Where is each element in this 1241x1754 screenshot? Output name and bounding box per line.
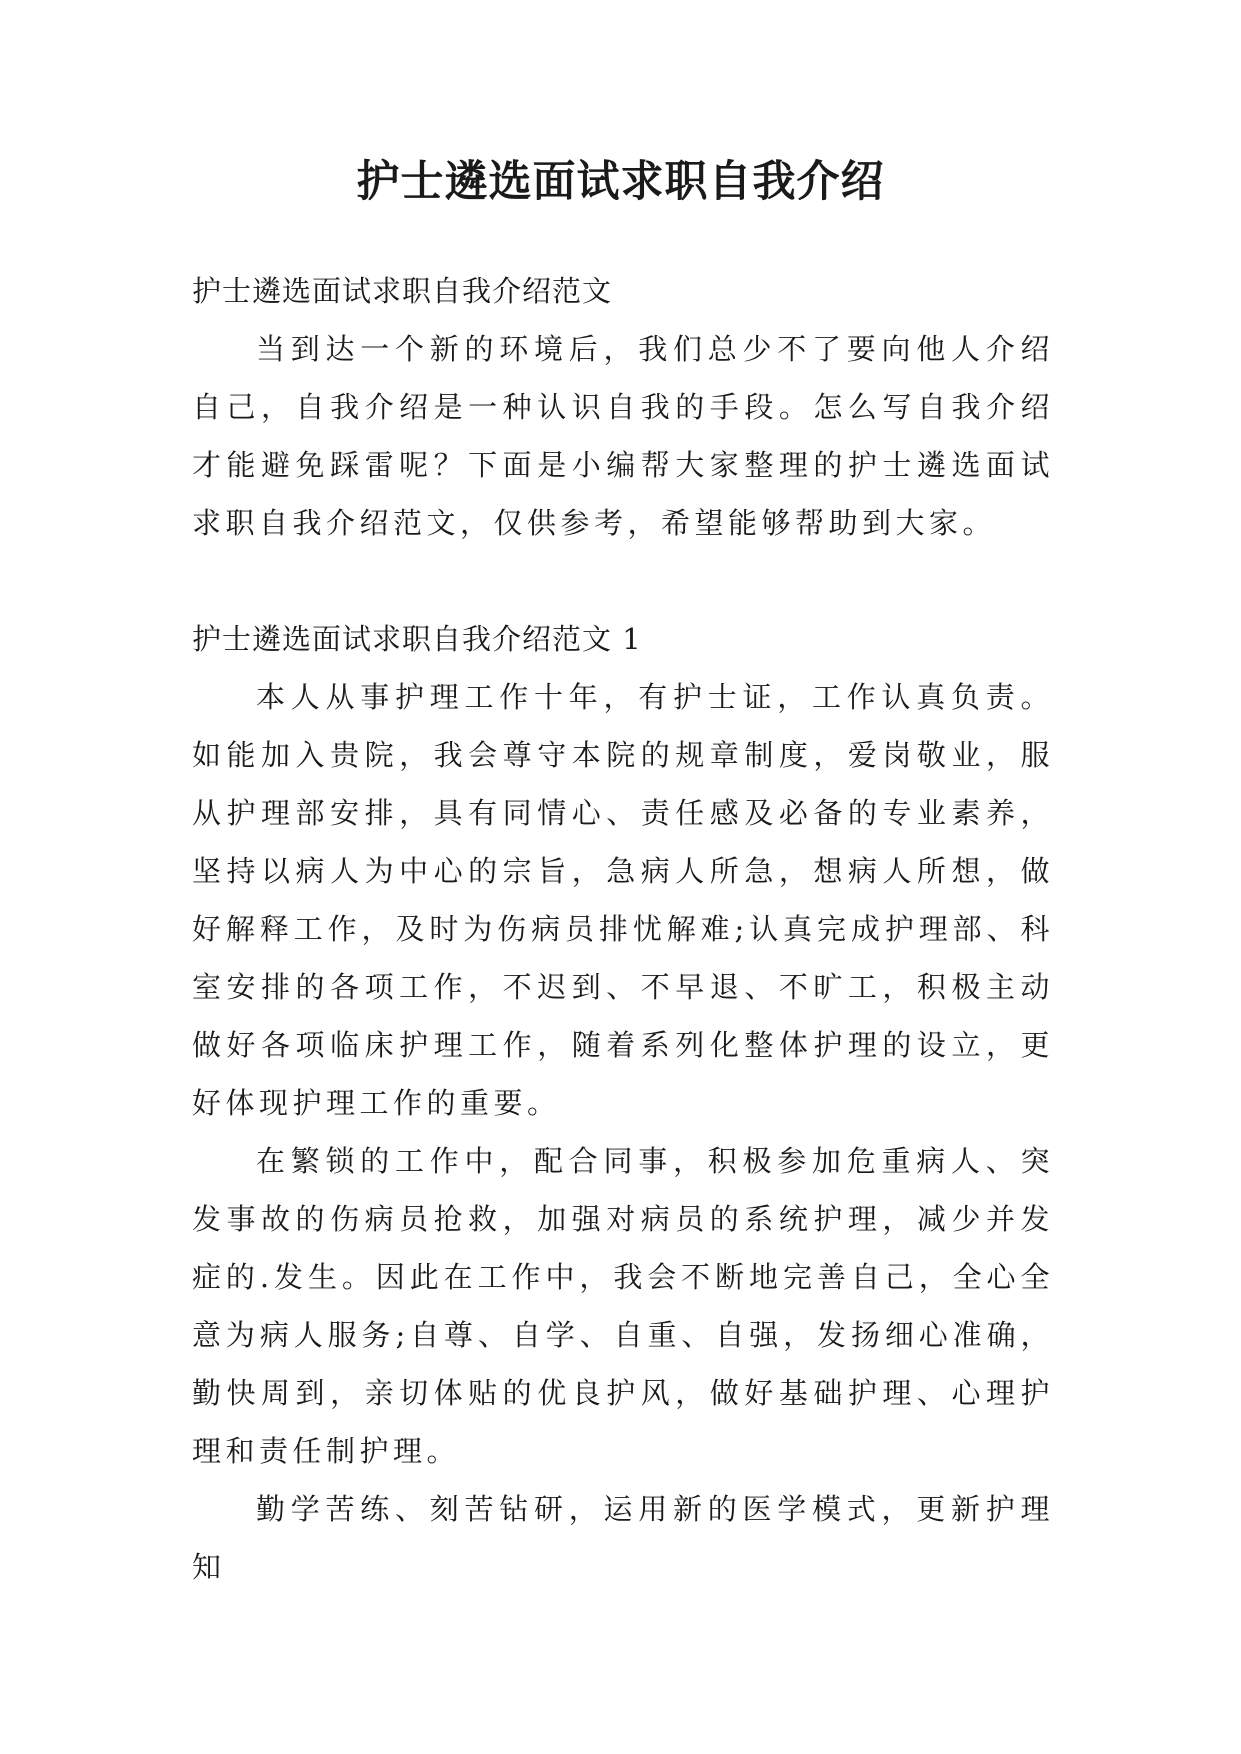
intro-heading: 护士遴选面试求职自我介绍范文	[192, 274, 613, 308]
section-1-paragraph-1: 本人从事护理工作十年，有护士证，工作认真负责。如能加入贵院，我会尊守本院的规章制度，爱岗敬业，服从护理部安排，具有同情心、责任感及必备的专业素养，坚持以病人为中心的宗旨，急病人所急，想病人所想，做好解释工作，及时为伤病员排忧解难;认真完成护理部、科室安排的各项工作，不迟到、不早退、不旷工，积极主动做好各项临床护理工作，随着系列化整体护理的设立，更好体现护理工作的重要。	[192, 680, 1054, 1120]
document-title: 护士遴选面试求职自我介绍	[356, 157, 885, 207]
intro-paragraph: 当到达一个新的环境后，我们总少不了要向他人介绍自己，自我介绍是一种认识自我的手段。怎么写自我介绍才能避免踩雷呢？下面是小编帮大家整理的护士遴选面试求职自我介绍范文，仅供参考，希望能够帮助到大家。	[192, 332, 1054, 540]
section-1-paragraph-3: 勤学苦练、刻苦钻研，运用新的医学模式，更新护理知	[192, 1492, 1054, 1584]
section-1-heading: 护士遴选面试求职自我介绍范文 1	[192, 622, 642, 656]
section-spacer	[192, 552, 1054, 610]
document-body	[192, 262, 1054, 1596]
section-1-paragraph-2: 在繁锁的工作中，配合同事，积极参加危重病人、突发事故的伤病员抢救，加强对病员的系统护理，减少并发症的.发生。因此在工作中，我会不断地完善自己，全心全意为病人服务;自尊、自学、自重、自强，发扬细心准确，勤快周到，亲切体贴的优良护风，做好基础护理、心理护理和责任制护理。	[192, 1144, 1054, 1468]
